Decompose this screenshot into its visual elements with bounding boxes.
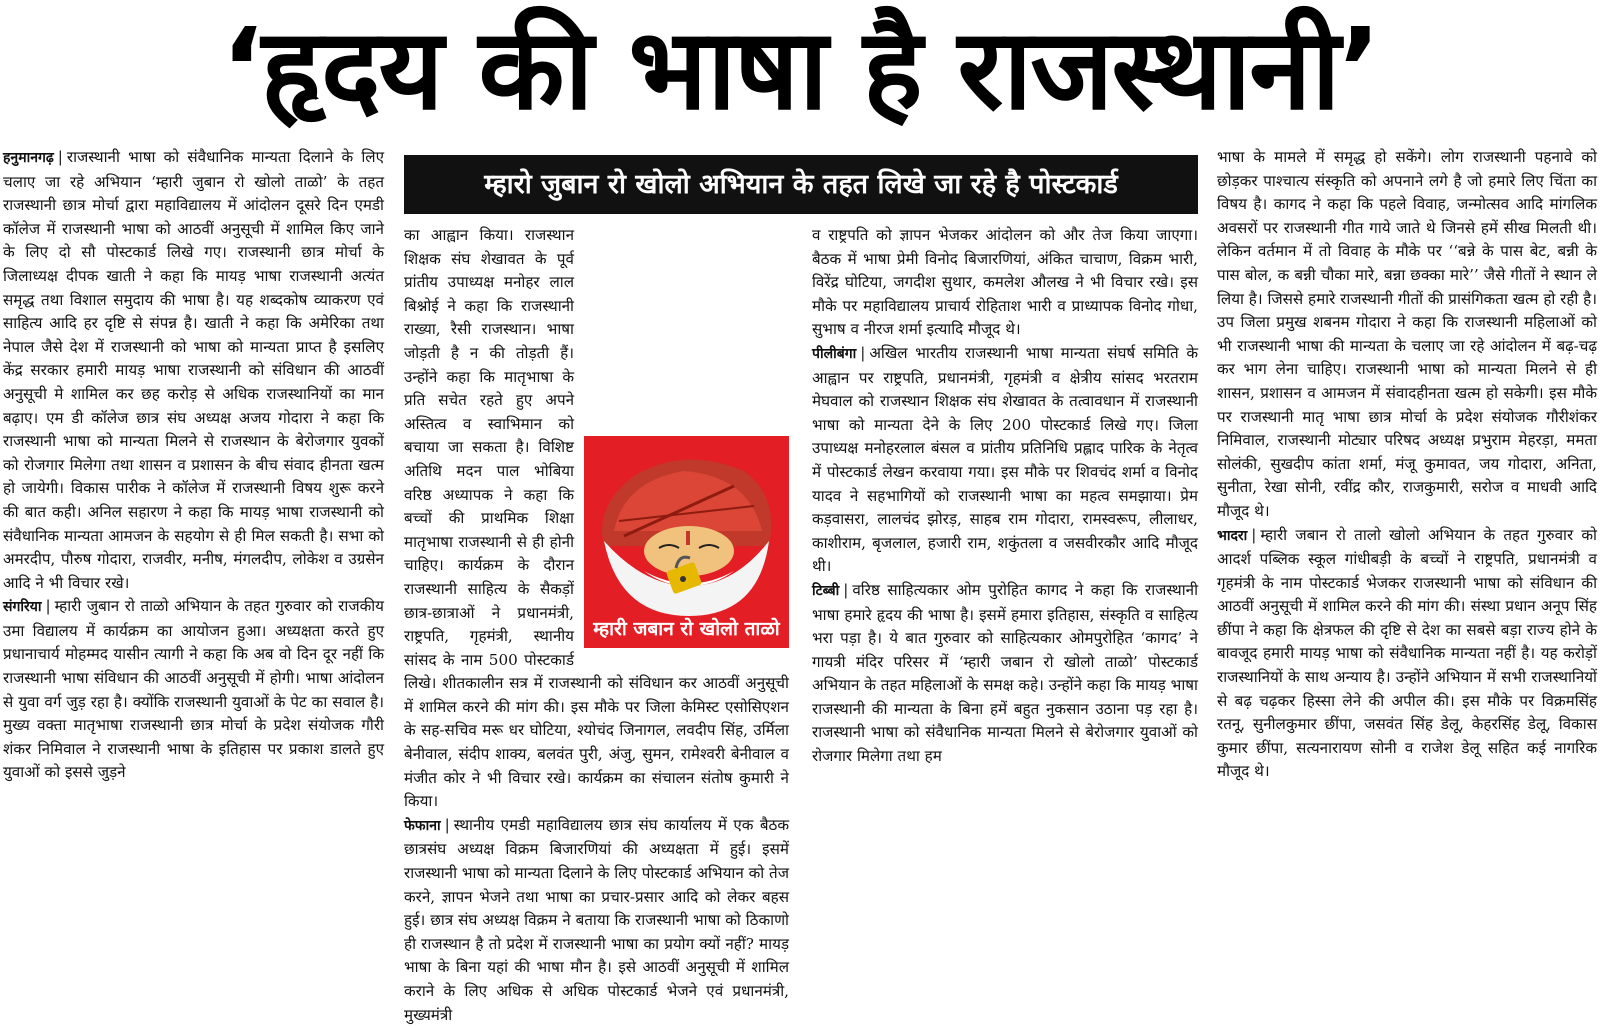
article-column-2 [404,224,789,1024]
headline: ‘हृदय की भाषा है राजस्थानी’ [220,5,1380,135]
paragraph-continuation [1217,146,1597,524]
dateline-separator: | [843,580,849,599]
body-text: अखिल भारतीय राजस्थानी भाषा मान्यता संघर्ष समिति के आह्वान पर राष्ट्रपति, प्रधानमंत्री, गृहमंत्री व क्षेत्रीय सांसद भरतराम मेघवाल को राजस्थान शिक्षक संघ शेखावत के तत्वावधान में राजस्थानी भाषा को मान्यता देने के लिए 200 पोस्टकार्ड लिखे गए। जिला उपाध्यक्ष मनोहरलाल बंसल व प्रांतीय प्रतिनिधि प्रह्लाद पारिक के नेतृत्व में पोस्टकार्ड लेखन करवाया गया। इस मौके पर शिवचंद शर्मा व विनोद यादव ने सहभागियों को राजस्थानी भाषा का महत्व समझाया। प्रेम कड़वासरा, लालचंद झोरड़, साहब राम गोदारा, रामस्वरूप, लीलाधर, काशीराम, बृजलाल, हजारी राम, शकुंतला व जसवीरकौर आदि मौजूद थी। [812,343,1198,576]
paragraph-hanumangarh [3,146,384,595]
dateline-hanumangarh: हनुमानगढ़ [3,150,54,166]
dateline-separator: | [860,343,866,362]
article-column-3 [812,224,1198,978]
body-text: वरिष्ठ साहित्यकार ओम पुरोहित कागद ने कहा कि राजस्थानी भाषा हमारे हृदय की भाषा है। इसमें हमारा इतिहास, संस्कृति व साहित्य भरा पड़ा है। ये बात गुरुवार को साहित्यकार ओमपुरोहित ‘कागद’ ने गायत्री मंदिर परिसर में ‘म्हारी जबान रो खोलो ताळो’ पोस्टकार्ड अभियान के तहत महिलाओं के समक्ष कहे। उन्होंने कहा कि मायड़ भाषा राजस्थानी की मान्यता के बिना हमें बहुत नुकसान उठाना पड़ रहा है। राजस्थानी भाषा को संवैधानिक मान्यता मिलने से बेरोजगार युवाओं को रोजगार मिलेगा तथा हम [812,580,1198,766]
campaign-photo [584,436,789,648]
paragraph-bhadra [1217,524,1597,785]
article-column-4 [1217,146,1597,978]
paragraph-phephana [404,814,789,1027]
paragraph-tibbi [812,579,1198,769]
body-text: भाषा के मामले में समृद्ध हो सकेंगे। लोग राजस्थानी पहनावे को छोड़कर पाश्चात्य संस्कृति को अपनाने लगे है जो हमारे लिए चिंता का विषय है। कागद ने कहा कि पहले विवाह, जन्मोत्सव आदि मांगलिक अवसरों पर राजस्थानी गीत गाये जाते थे जिनसे हमें सीख मिलती थी। लेकिन वर्तमान में तो विवाह के मौके पर ‘‘बन्ने के पास बेट, बन्नी के पास बोल, क बन्नी चौका मारे, बन्ना छक्का मारे’’ जैसे गीतों ने स्थान ले लिया है। जिससे हमारे राजस्थानी गीतों की प्रासंगिकता खत्म हो रही है। उप जिला प्रमुख शबनम गोदारा ने कहा कि राजस्थानी महिलाओं को भी राजस्थानी भाषा की मान्यता के चलाए जा रहे आंदोलन में बढ़-चढ़ कर भाग लेना चाहिए। राजस्थानी भाषा को मान्यता मिलने से ही शासन, प्रशासन व आमजन में संवादहीनता खत्म हो सकेगी। इस मौके पर राजस्थानी मातृ भाषा छात्र मोर्चा के प्रदेश संयोजक गौरीशंकर निमिवाल, राजस्थानी मोट्यार परिषद अध्यक्ष प्रभुराम मेहरड़ा, ममता सोलंकी, सुखदीप कांता शर्मा, मंजू कुमावत, जय गोदारा, अनिता, सुनीता, रेखा सोनी, रवींद्र कौर, राजकुमारी, सरोज व माधवी आदि मौजूद थे। [1217,148,1597,520]
article-column-1 [3,146,384,978]
dateline-separator: | [444,815,450,834]
rajasthani-man-turban-lock-illustration [584,436,789,648]
dateline-separator: | [57,148,63,166]
dateline-tibbi: टिब्बी [812,582,840,599]
body-text: का आह्वान किया। राजस्थान शिक्षक संघ शेखावत के पूर्व प्रांतीय उपाध्यक्ष मनोहर लाल बिश्नोई ने कहा कि राजस्थानी राख्या, रैसी राजस्थान। भाषा जोड़ती है न की तोड़ती हैं। उन्होंने कहा कि मातृभाषा के प्रति सचेत रहते हुए अपने अस्तित्व व स्वाभिमान को बचाया जा सकता है। विशिष्ट अतिथि मदन पाल भोबिया वरिष्ठ अध्यापक ने कहा कि बच्चों की प्राथमिक शिक्षा मातृभाषा राजस्थानी से ही होनी चाहिए। कार्यक्रम के दौरान राजस्थानी साहित्य के सैकड़ों छात्र-छात्राओं ने प्रधानमंत्री, राष्ट्रपति, गृहमंत्री, स्थानीय सांसद के नाम 500 पोस्टकार्ड लिखे। शीतकालीन सत्र में राजस्थानी को संविधान कर आठवीं अनुसूची में शामिल करने की मांग की। इस मौके पर जिला केमिस्ट एसोसिएशन के सह-सचिव मरू धर घोटिया, श्योचंद जिनागल, लवदीप सिंह, उर्मिला बेनीवाल, संदीप शाक्य, बलवंत पुरी, अंजु, सुमन, रामेश्वरी बेनीवाल व मंजीत कोर ने भी विचार रखे। कार्यक्रम का संचालन संतोष कुमारी ने किया। [404,226,789,811]
dateline-phephana: फेफाना [404,817,441,834]
paragraph-sangaria [3,595,384,785]
body-text: म्हारी जबान रो तालो खोलो अभियान के तहत गुरुवार को आदर्श पब्लिक स्कूल गांधीबड़ी के बच्चों ने राष्ट्रपति, प्रधानमंत्री व गृहमंत्री के नाम पोस्टकार्ड भेजकर राजस्थानी भाषा को संविधान की आठवीं अनुसूची में शामिल करने की मांग की। संस्था प्रधान अनूप सिंह छींपा ने कहा कि क्षेत्रफल की दृष्टि से देश का सबसे बड़ा राज्य होने के बावजूद हमारी मायड़ भाषा को संवैधानिक मान्यता नहीं है। यह करोड़ों राजस्थानियों के साथ अन्याय है। उन्होंने अभियान में सभी राजस्थानियों से बढ़ चढ़कर हिस्सा लेने की अपील की। इस मौके पर विक्रमसिंह रतनू, सुनीलकुमार छींपा, जसवंत सिंह डेलू, केहरसिंह डेलू, विकास कुमार छींपा, सत्यनारायण सोनी व राजेश डेलू सहित कई नागरिक मौजूद थे। [1217,525,1597,781]
dateline-bhadra: भादरा [1217,527,1248,544]
dateline-separator: | [1251,525,1257,544]
body-text: म्हारी जुबान रो ताळो अभियान के तहत गुरुवार को राजकीय उमा विद्यालय में कार्यक्रम का आयोजन हुआ। अध्यक्षता करते हुए प्रधानाचार्य मोहम्मद यासीन त्यागी ने कहा कि अब वो दिन दूर नहीं कि राजस्थानी भाषा संविधान की आठवीं अनुसूची में होगी। भाषा आंदोलन से युवा वर्ग जुड़ रहा है। क्योंकि राजस्थानी युवाओं के पेट का सवाल है। मुख्य वक्ता मातृभाषा राजस्थानी छात्र मोर्चा के प्रदेश संयोजक गौरी शंकर निमिवाल ने राजस्थानी भाषा के इतिहास पर प्रकाश डालते हुए युवाओं को इससे जुड़ने [3,597,384,782]
paragraph-pilibanga [812,342,1198,579]
dateline-pilibanga: पीलीबंगा [812,345,857,362]
body-text: व राष्ट्रपति को ज्ञापन भेजकर आंदोलन को और तेज किया जाएगा। बैठक में भाषा प्रेमी विनोद बिजारणियां, अंकित चाचाण, विक्रम भारी, विरेंद्र घोटिया, जगदीश सुथार, कमलेश औलख ने भी विचार रखे। इस मौके पर महाविद्यालय प्राचार्य रोहिताश भारी व प्राध्यापक विनोद गोधा, सुभाष व नीरज शर्मा इत्यादि मौजूद थे। [812,226,1198,339]
dateline-separator: | [45,597,51,616]
photo-caption: म्हारी जबान रो खोलो ताळो [593,618,780,640]
subheadline-banner: म्हारो जुबान रो खोलो अभियान के तहत लिखे जा रहे है पोस्टकार्ड [404,155,1198,214]
paragraph-continuation [812,224,1198,342]
dateline-sangaria: संगरिया [3,599,42,616]
body-text: स्थानीय एमडी महाविद्यालय छात्र संघ कार्यालय में एक बैठक छात्रसंघ अध्यक्ष विक्रम बिजारणियां की अध्यक्षता में हुई। इसमें राजस्थानी भाषा को मान्यता दिलाने के लिए पोस्टकार्ड अभियान को तेज करने, ज्ञापन भेजने तथा भाषा का प्रचार-प्रसार आदि को लेकर बहस हुई। छात्र संघ अध्यक्ष विक्रम ने बताया कि राजस्थानी भाषा को ठिकाणो ही राजस्थान है तो प्रदेश में राजस्थानी भाषा का प्रयोग क्यों नहीं? मायड़ भाषा के बिना यहां की भाषा मौन है। इसे आठवीं अनुसूची में शामिल कराने के लिए अधिक से अधिक पोस्टकार्ड भेजने एवं प्रधानमंत्री, मुख्यमंत्री [404,815,789,1024]
body-text: राजस्थानी भाषा को संवैधानिक मान्यता दिलाने के लिए चलाए जा रहे अभियान ‘म्हारी जुबान रो खोलो ताळो’ के तहत राजस्थानी छात्र मोर्चा द्वारा महाविद्यालय में आंदोलन दूसरे दिन एमडी कॉलेज में राजस्थानी भाषा को आठवीं अनुसूची में शामिल किए जाने के लिए दो सौ पोस्टकार्ड लिखे गए। राजस्थानी छात्र मोर्चा के जिलाध्यक्ष दीपक खाती ने कहा कि मायड़ भाषा राजस्थानी अत्यंत समृद्ध तथा विशाल समुदाय की भाषा है। यह शब्दकोष व्याकरण एवं साहित्य आदि हर दृष्टि से संपन्न है। खाती ने कहा कि अमेरिका तथा नेपाल जैसे देश में राजस्थानी को भाषा को मान्यता प्राप्त है इसलिए केंद्र सरकार हमारी मायड़ भाषा राजस्थानी को संविधान की आठवीं अनुसूची मे शामिल कर छह करोड़ से अधिक राजस्थानियों का मान बढ़ाए। एम डी कॉलेज छात्र संघ अध्यक्ष अजय गोदारा ने कहा कि राजस्थानी भाषा को मान्यता मिलने से राजस्थान के बेरोजगार युवकों को रोजगार मिलेगा तथा शासन व प्रशासन के बीच संवाद हीनता खत्म हो जायेगी। विकास पारीक ने कॉलेज में राजस्थानी विषय शुरू करने की बात कही। अनिल सहारण ने कहा कि मायड़ भाषा राजस्थानी को संवैधानिक मान्यता आमजन के सहयोग से ही मिल सकती है। सभा को अमरदीप, पौरुष गोदारा, राजवीर, मनीष, मंगलदीप, लोकेश व उग्रसेन आदि ने भी विचार रखे। [3,148,384,592]
